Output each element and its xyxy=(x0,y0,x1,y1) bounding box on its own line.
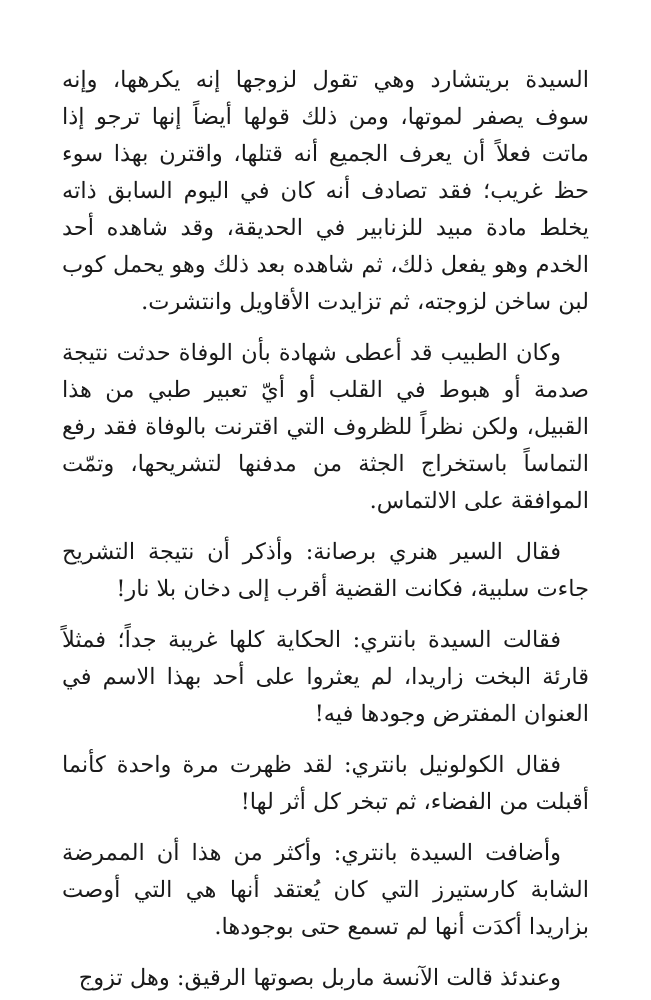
paragraph: وكان الطبيب قد أعطى شهادة بأن الوفاة حدثت نتيجة صدمة أو هبوط في القلب أو أيّ تعبير طبي من هذا القبيل، ولكن نظراً للظروف التي اقترنت بالوفاة فقد رفع التماساً باستخراج الجثة من مدفنها لتشريحها، وتمّت الموافقة على الالتماس. xyxy=(62,340,589,514)
paragraph-continued: السيدة بريتشارد وهي تقول لزوجها إنه يكرهها، وإنه سوف يصفر لموتها، ومن ذلك قولها أيضاً إنها ترجو إذا ماتت فعلاً أن يعرف الجميع أنه قتلها، واقترن بهذا سوء حظ غريب؛ فقد تصادف أنه كان في اليوم السابق ذاته يخلط مادة مبيد للزنابير في الحديقة، وقد شاهده أحد الخدم وهو يفعل ذلك، ثم شاهده بعد ذلك وهو يحمل كوب لبن ساخن لزوجته، ثم تزايدت الأقاويل وانتشرت. xyxy=(62,67,589,315)
paragraph-truncated: وعندئذ قالت الآنسة ماربل بصوتها الرقيق: وهل تزوج xyxy=(78,965,561,991)
paragraph: وأضافت السيدة بانتري: وأكثر من هذا أن الممرضة الشابة كارستيرز التي كان يُعتقد أنها هي التي أوصت بزاريدا أكدَت أنها لم تسمع حتى بوجودها. xyxy=(62,840,589,940)
paragraph: فقال السير هنري برصانة: وأذكر أن نتيجة التشريح جاءت سلبية، فكانت القضية أقرب إلى دخان بلا نار! xyxy=(62,539,589,602)
paragraph: فقالت السيدة بانتري: الحكاية كلها غريبة جداً؛ فمثلاً قارئة البخت زاريدا، لم يعثروا على أحد بهذا الاسم في العنوان المفترض وجودها فيه! xyxy=(62,627,589,727)
paragraph: فقال الكولونيل بانتري: لقد ظهرت مرة واحدة كأنما أقبلت من الفضاء، ثم تبخر كل أثر لها! xyxy=(62,752,589,815)
